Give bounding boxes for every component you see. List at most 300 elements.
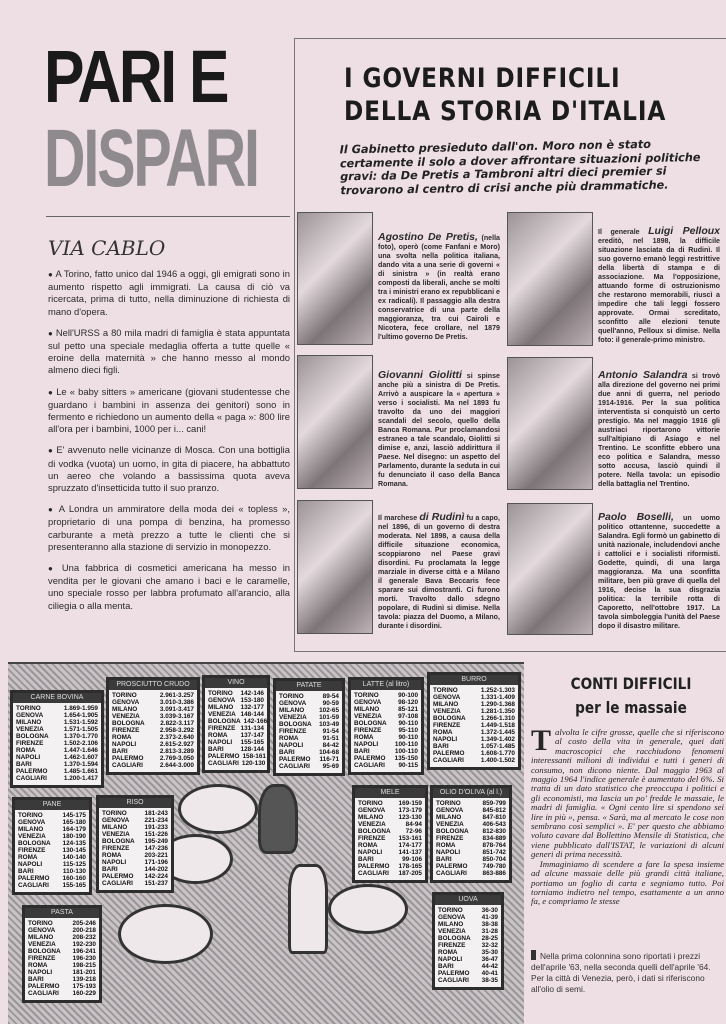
price-table-title: BURRO (430, 675, 518, 685)
price-range: 145-175 (62, 812, 86, 819)
price-table-title: MELE (355, 788, 425, 798)
caption-5 (598, 512, 720, 631)
price-table-title: CARNE BOVINA (13, 693, 101, 703)
price-table-latte-al-litro- (348, 677, 424, 775)
price-table-riso (96, 795, 174, 893)
price-range: 101-59 (319, 713, 339, 721)
price-table-title: RISO (99, 798, 171, 808)
plate-illustration (328, 884, 408, 934)
city-name: GENOVA (102, 816, 130, 824)
city-name: PALERMO (18, 874, 50, 882)
city-name: ROMA (358, 841, 378, 849)
city-name: PALERMO (433, 749, 465, 757)
city-name: FIRENZE (358, 834, 386, 842)
city-name: GENOVA (358, 806, 386, 814)
caption-4 (378, 512, 500, 631)
city-name: TORINO (279, 693, 304, 700)
city-name: CAGLIARI (102, 879, 133, 887)
price-row (354, 763, 418, 770)
price-range: 1.869-1.959 (63, 705, 98, 712)
city-name: GENOVA (208, 696, 236, 704)
price-range: 142-146 (240, 690, 264, 697)
price-range: 181-201 (72, 968, 96, 976)
conti-body (531, 724, 724, 907)
news-bullet-item: ● Nell'URSS a 80 mila madri di famiglia è stata appuntata sul petto una speciale medaglia offerta a tutte quelle « eroine della maternità » che hanno messo al mondo almeno dieci figli. (48, 327, 290, 377)
price-range: 2.961-3.257 (159, 692, 194, 699)
price-range: 2.822-3.117 (160, 719, 194, 727)
city-name: MILANO (16, 718, 42, 726)
city-name: GENOVA (18, 818, 46, 826)
price-range: 98-120 (398, 698, 418, 706)
governi-headline (344, 62, 666, 128)
caption-name: Paolo Boselli, (598, 511, 674, 523)
conti-title-2: per le massaie (575, 698, 687, 717)
price-range: 1.449-1.518 (480, 721, 515, 729)
price-range: 99-106 (402, 855, 422, 863)
city-name: BARI (208, 745, 224, 753)
price-range: 142-166 (243, 717, 268, 725)
price-range: 3.010-3.386 (159, 698, 194, 706)
city-name: NAPOLI (436, 848, 461, 856)
city-name: CAGLIARI (358, 869, 389, 877)
price-range: 173-179 (398, 806, 422, 814)
title-dispari: DISPARI (44, 113, 258, 204)
prices-note: Nella prima colonnina sono riportati i prezzi dell'aprile '63, nella seconda quelli dell'aprile '64. Per la città di Venezia, però, i dati si riferiscono all'olio di semi. (531, 950, 721, 995)
caption-intro: Il generale (598, 228, 649, 236)
price-table-title: UOVA (435, 895, 501, 905)
price-range: 1.531-1.592 (63, 718, 98, 726)
price-range: 2.958-3.292 (159, 726, 194, 734)
price-range: 169-159 (398, 800, 422, 807)
city-name: BARI (18, 867, 34, 875)
city-name: CAGLIARI (208, 759, 239, 767)
plate-illustration (178, 784, 258, 834)
price-table-vino (202, 675, 270, 773)
city-name: NAPOLI (358, 848, 383, 856)
price-range: 116-71 (319, 755, 339, 763)
caption-text: un uomo politico ottantenne, succedette a Salandra. Egli formò un gabinetto di unità nazionale, includendovi anche i cattolici e i socialisti riformisti. Godette, quindi, di una larga maggioranza. Ma una sconfitta militare, ben più grave di quella del 1916, decise la sua disgrazia politica: la terribile rotta di Caporetto, nell'ottobre 1917. La tavola simboleggia l'unità del Paese dopo il disastro militare. (598, 514, 720, 630)
price-range: 1.571-1.505 (63, 725, 98, 733)
price-range: 44-42 (481, 962, 498, 970)
price-range: 2.644-3.000 (159, 761, 194, 769)
photo-pelloux (507, 212, 593, 346)
news-bullet-item: ● Una fabbrica di cosmetici americana ha messo in vendita per le giovani che amano i baci e le caramelle, uno speciale rosso per labbra profumato all'arancio, alla ciliegia o alla menta. (48, 562, 290, 612)
drawing-duomo-milano (297, 500, 373, 634)
price-table-body (15, 810, 89, 892)
price-range: 160-160 (62, 874, 86, 882)
price-range: 2.373-2.640 (159, 733, 194, 741)
city-name: CAGLIARI (28, 989, 59, 997)
price-range: 196-230 (72, 954, 96, 962)
city-name: FIRENZE (18, 846, 46, 854)
city-name: BOLOGNA (358, 827, 391, 835)
price-range: 100-110 (394, 747, 418, 755)
city-name: FIRENZE (28, 954, 56, 962)
price-range: 95-110 (398, 726, 418, 734)
price-range: 203-221 (144, 851, 168, 859)
city-name: ROMA (354, 733, 374, 741)
city-name: TORINO (438, 907, 463, 914)
city-name: PALERMO (208, 752, 240, 760)
city-name: GENOVA (354, 698, 382, 706)
price-range: 198-215 (72, 961, 96, 969)
city-name: BARI (102, 865, 118, 873)
price-range: 1.331-1.409 (480, 693, 515, 701)
milk-bottle-illustration (288, 864, 328, 954)
city-name: VENEZIA (112, 712, 140, 720)
city-name: BOLOGNA (208, 717, 241, 725)
price-range: 3.091-3.417 (159, 705, 194, 713)
city-name: CAGLIARI (18, 881, 49, 889)
price-range: 164-179 (62, 825, 86, 833)
city-name: FIRENZE (433, 721, 461, 729)
city-name: TORINO (112, 692, 137, 699)
conti-paragraph-1: alvolta le cifre grosse, quelle che si riferiscono al costo della vita in generale, quei dati macroscopici che racchiudono fenomeni interessanti milioni di individui e tutti i generi di consumo, non dicono niente. Dal maggio 1963 al maggio 1964 l'indice generale è aumentato del 6%. Si tratta di un dato statistico che preoccupa i politici e gli economisti, ma lascia un po' fredde le massaie, le madri di famiglia. « Ogni cento lire si spendono sei lire in più », pensa. « Sarà, ma al mercato le cose non sembrano così semplici ». E' per questo che abbiamo voluto cavare dal Bollettino Mensile di Statistica, che viene pubblicato dall'ISTAT, le variazioni di alcuni generi di prima necessità. (531, 727, 724, 860)
city-name: FIRENZE (436, 834, 464, 842)
price-table-title: PANE (15, 800, 89, 810)
price-table-mele (352, 785, 428, 883)
city-name: BOLOGNA (354, 719, 387, 727)
price-range: 847-810 (482, 813, 506, 821)
price-range: 36-47 (481, 955, 498, 963)
price-range: 1.608-1.770 (480, 749, 515, 757)
city-name: GENOVA (279, 699, 307, 707)
caption-name: Luigi Pelloux (648, 225, 720, 237)
price-table-carne-bovina (10, 690, 104, 788)
price-table-body (355, 798, 425, 880)
price-table-uova (432, 892, 504, 990)
price-row (112, 763, 194, 770)
price-table-title: OLIO D'OLIVA (al l.) (433, 788, 509, 798)
city-name: BARI (433, 742, 449, 750)
city-name: MILANO (354, 705, 380, 713)
city-name: MILANO (112, 705, 138, 713)
price-row (16, 776, 98, 783)
caption-name: Antonio Salandra (598, 369, 688, 381)
plate-illustration (118, 904, 213, 964)
price-range: 131-134 (240, 724, 264, 732)
price-table-olio-d-oliva-al-l- (430, 785, 512, 883)
city-name: TORINO (433, 687, 458, 694)
city-name: TORINO (28, 920, 53, 927)
city-name: PALERMO (354, 754, 386, 762)
price-table-burro (427, 672, 521, 770)
price-table-patate (273, 678, 345, 776)
price-range: 180-190 (62, 832, 86, 840)
conti-title-1: CONTI DIFFICILI (570, 674, 692, 693)
price-range: 850-704 (482, 855, 506, 863)
price-table-title: PASTA (25, 908, 99, 918)
news-bullet-item: ● A Londra un ammiratore della moda dei « topless », proprietario di una pompa di benzina, ha promesso carburante a metà prezzo a tutte le clienti che si presenteranno alla stazione di servizio in monopezzo. (48, 503, 290, 553)
section-heading: VIA CABLO (48, 236, 166, 260)
city-name: GENOVA (28, 926, 56, 934)
city-name: TORINO (208, 690, 233, 697)
price-range: 140-140 (62, 853, 86, 861)
headline-line-1: I GOVERNI DIFFICILI (344, 63, 621, 94)
drawing-parlamento (297, 355, 373, 489)
city-name: ROMA (208, 731, 228, 739)
city-name: BOLOGNA (28, 947, 61, 955)
city-name: PALERMO (16, 767, 48, 775)
price-range: 155-165 (62, 881, 86, 889)
city-name: NAPOLI (354, 740, 379, 748)
city-name: TORINO (16, 705, 41, 712)
caption-text: fu a capo, nel 1896, di un governo di destra moderata. Nel 1898, a causa della difficile situazione economica, scoppiarono nel Paese gravi disordini. Fu proclamata la legge marziale in diverse città e a Milano il generale Bava Beccaris fece sparare sui dimostranti. Ci furono morti. Travolto dallo sdegno popolare, di Rudinì si dimise. Nella tavola: piazza del Duomo, a Milano, durante i disordini. (378, 514, 500, 630)
price-table-body (430, 685, 518, 767)
city-name: PALERMO (28, 982, 60, 990)
caption-name: Agostino De Pretis, (378, 231, 478, 243)
city-name: BARI (436, 855, 452, 863)
conti-headline (567, 672, 695, 720)
headline-line-2: DELLA STORIA D'ITALIA (344, 96, 667, 127)
city-name: ROMA (18, 853, 38, 861)
price-row (433, 758, 515, 765)
city-name: NAPOLI (112, 740, 137, 748)
city-name: TORINO (102, 810, 127, 817)
price-range: 195-249 (144, 837, 168, 845)
price-range: 153-161 (398, 834, 422, 842)
price-range: 153-180 (240, 696, 264, 704)
price-range: 120-130 (241, 759, 266, 767)
price-range: 31-28 (481, 927, 498, 935)
city-name: GENOVA (112, 698, 140, 706)
city-name: BARI (438, 962, 454, 970)
price-range: 1.447-1.646 (63, 746, 98, 754)
city-name: MILANO (18, 825, 44, 833)
price-range: 90-110 (398, 719, 418, 727)
city-name: VENEZIA (438, 927, 466, 935)
city-name: TORINO (354, 692, 379, 699)
city-name: BOLOGNA (112, 719, 145, 727)
price-range: 178-165 (398, 862, 422, 870)
price-range: 851-742 (482, 848, 506, 856)
conti-paragraph-2: Immaginiamo di scendere a fare la spesa insieme ad alcune massaie delle più grandi città italiane, portiamo un foglio di carta e segniamo tutto. Poi torniamo indietro nel tempo, esattamente a un anno fa, e compriamo le stesse (531, 858, 724, 907)
city-name: VENEZIA (16, 725, 44, 733)
city-name: FIRENZE (208, 724, 236, 732)
caption-text: si spinse anche più a sinistra di De Pretis. Arrivò a auspicare la « apertura » verso i socialisti. Ma nel 1893 fu travolto da uno dei maggiori scandali del secolo, quello della Banca Romana. Pur proclamandosi estraneo a tale scandalo, Giolitti si dimise e, anzi, lasciò addirittura il Paese. Nel disegno: un aspetto del Parlamento, durante la seduta in cui fu denunciato il caso della Banca Romana. (378, 372, 500, 488)
drawing-unita-paese (507, 503, 593, 635)
city-name: BARI (28, 975, 44, 983)
price-table-pasta (22, 905, 102, 1003)
city-name: ROMA (112, 733, 132, 741)
price-range: 1.485-1.661 (63, 767, 98, 775)
price-range: 151-237 (144, 879, 168, 887)
city-name: TORINO (436, 800, 461, 807)
price-row (28, 991, 96, 998)
city-name: VENEZIA (18, 832, 46, 840)
city-name: GENOVA (433, 693, 461, 701)
city-name: FIRENZE (438, 941, 466, 949)
price-range: 128-144 (240, 745, 264, 753)
price-range: 175-193 (72, 982, 96, 990)
price-range: 2.769-3.050 (159, 754, 194, 762)
city-name: FIRENZE (16, 739, 44, 747)
price-row (279, 764, 339, 771)
price-range: 100-110 (394, 740, 418, 748)
price-range: 1.200-1.417 (63, 774, 98, 782)
news-bullet-item: ● Le « baby sitters » americane (giovani studentesse che guardano i bambini in assenza dei genitori) sono in fermento e richiedono un aumento della « paga »: 800 lire all'ora per i bambini, 1000 per i... cani! (48, 386, 290, 436)
price-table-prosciutto-crudo (106, 677, 200, 775)
news-bullet-item: ● E' avvenuto nelle vicinanze di Mosca. Con una bottiglia di vodka (vuota) un uomo, in gita di piacere, ha abbattuto un aereo che volando a bassissima quota aveva spruzzato d'insetticida tutto il suo pranzo. (48, 444, 290, 494)
price-range: 28-25 (481, 934, 498, 942)
city-name: BOLOGNA (16, 732, 49, 740)
city-name: PALERMO (436, 862, 468, 870)
price-table-body (109, 690, 197, 772)
city-name: TORINO (18, 812, 43, 819)
caption-text: ereditò, nel 1898, la difficile situazione lasciata da di Rudinì. Il suo governo emanò leggi restrittive della libertà di stampa e di associazione. Ma l'opposizione, attuando forme di ostruzionismo che restarono memorabili, riuscì a impedire che tali leggi fossero approvate. Ormai screditato, sconfitto alle elezioni tenute quell'anno, Pelloux si dimise. Nella foto: il generale-primo ministro. (598, 237, 720, 344)
city-name: PALERMO (358, 862, 390, 870)
price-table-title: LATTE (al litro) (351, 680, 421, 690)
price-range: 1.400-1.502 (480, 756, 515, 764)
price-range: 834-889 (482, 834, 506, 842)
price-range: 115-125 (62, 860, 86, 868)
price-range: 812-830 (482, 827, 506, 835)
price-range: 863-886 (482, 869, 506, 877)
price-range: 200-218 (72, 926, 96, 934)
price-range: 135-150 (394, 754, 418, 762)
price-range: 41-39 (481, 913, 498, 921)
city-name: MILANO (358, 813, 384, 821)
price-range: 32-32 (481, 941, 498, 949)
divider (46, 216, 290, 217)
price-range: 91-54 (322, 727, 339, 735)
governi-deck: Il Gabinetto presieduto dall'on. Moro non è stato certamente il solo a dover affrontare situazioni politiche gravi: da De Pretis a Tambroni altri dieci premier si trovarono al centro di crisi anche più drammatiche. (339, 137, 701, 197)
city-name: CAGLIARI (433, 756, 464, 764)
price-range: 148-144 (240, 710, 264, 718)
city-name: MILANO (208, 703, 234, 711)
city-name: BARI (358, 855, 374, 863)
city-name: GENOVA (436, 806, 464, 814)
city-name: NAPOLI (28, 968, 53, 976)
price-range: 1.349-1.402 (480, 735, 515, 743)
city-name: NAPOLI (433, 735, 458, 743)
price-range: 859-799 (482, 800, 506, 807)
city-name: BOLOGNA (279, 720, 312, 728)
drop-cap: T (531, 724, 552, 757)
price-table-body (435, 905, 501, 987)
caption-name: Giovanni Giolitti (378, 369, 462, 381)
city-name: PALERMO (102, 872, 134, 880)
price-range: 181-243 (144, 810, 168, 817)
price-range: 102-65 (319, 706, 339, 714)
city-name: NAPOLI (279, 741, 304, 749)
price-range: 165-180 (62, 818, 86, 826)
price-range: 845-812 (482, 806, 506, 814)
price-range: 155-165 (240, 738, 264, 746)
city-name: BARI (16, 760, 32, 768)
city-name: VENEZIA (279, 713, 307, 721)
news-bullets (48, 268, 290, 621)
city-name: ROMA (102, 851, 122, 859)
price-table-body (205, 688, 267, 770)
price-range: 1.370-1.594 (63, 760, 98, 768)
price-range: 85-121 (398, 705, 418, 713)
price-range: 192-230 (72, 940, 96, 948)
caption-text: si trovò alla direzione del governo nei primi due anni di guerra, nel periodo 1914-1916. Per la sua politica interventista si conquistò un certo prestigio. Ma nel maggio 1916 gli austriaci riportarono vittorie sull'altipiano di Asiago e nel Trentino. Le sconfitte ebbero una eco politica e Salandra, messo sotto accusa, lasciò quindi il potere. Nella tavola: un episodio della battaglia nel Trentino. (598, 372, 720, 488)
price-range: 90-100 (398, 692, 418, 699)
city-name: PALERMO (112, 754, 144, 762)
price-range: 2.813-3.289 (159, 747, 194, 755)
city-name: GENOVA (16, 711, 44, 719)
city-name: MILANO (28, 933, 54, 941)
price-range: 130-145 (62, 846, 86, 854)
city-name: FIRENZE (112, 726, 140, 734)
price-table-title: VINO (205, 678, 267, 688)
city-name: BARI (279, 748, 295, 756)
price-range: 171-196 (144, 858, 168, 866)
price-range: 1.252-1.303 (480, 687, 515, 694)
city-name: CAGLIARI (112, 761, 143, 769)
price-range: 158-161 (242, 752, 266, 760)
price-table-body (276, 691, 342, 773)
price-range: 2.615-2.927 (159, 740, 194, 748)
price-range: 160-229 (72, 989, 96, 997)
price-range: 38-38 (481, 920, 498, 928)
price-range: 406-543 (482, 820, 506, 828)
city-name: MILANO (102, 823, 128, 831)
city-name: ROMA (436, 841, 456, 849)
price-range: 1.462-1.607 (63, 753, 98, 761)
city-name: NAPOLI (208, 738, 233, 746)
caption-intro: Il marchese (378, 514, 420, 522)
caption-2 (378, 370, 500, 489)
price-range: 36-30 (481, 907, 498, 914)
city-name: VENEZIA (354, 712, 382, 720)
city-name: ROMA (16, 746, 36, 754)
price-range: 1.290-1.368 (480, 700, 515, 708)
price-range: 137-147 (240, 731, 264, 739)
price-range: 151-226 (144, 830, 168, 838)
price-range: 89-54 (322, 693, 339, 700)
price-table-body (25, 918, 99, 1000)
city-name: MILANO (438, 920, 464, 928)
city-name: GENOVA (438, 913, 466, 921)
city-name: BOLOGNA (102, 837, 135, 845)
caption-3 (598, 370, 720, 489)
city-name: ROMA (438, 948, 458, 956)
price-row (18, 883, 86, 890)
city-name: BOLOGNA (436, 827, 469, 835)
caption-0 (378, 232, 500, 342)
city-name: BOLOGNA (18, 839, 51, 847)
caption-text: (nella foto), operò (come Fanfani e Moro) una svolta nella politica italiana, dando vita a una serie di governi « di sinistra » (in realtà erano composti da liberali, anche se molti tra i ministri erano ex repubblicani e ex radicali). Il passaggio alla destra conservatrice di una parte della maggioranza, tra cui Cairoli e Nicotera, fece crollare, nel 1879 l'ultimo governo De Pretis. (378, 234, 500, 341)
price-range: 40-41 (481, 969, 498, 977)
city-name: TORINO (358, 800, 383, 807)
wine-bottle-illustration (258, 784, 298, 854)
price-range: 35-30 (481, 948, 498, 956)
price-table-body (99, 808, 171, 890)
price-range: 196-241 (72, 947, 96, 955)
city-name: CAGLIARI (16, 774, 47, 782)
price-range: 90-115 (398, 761, 418, 769)
price-range: 84-42 (322, 741, 339, 749)
price-range: 141-137 (398, 848, 422, 856)
caption-1 (598, 226, 720, 345)
city-name: CAGLIARI (354, 761, 385, 769)
city-name: VENEZIA (433, 707, 461, 715)
city-name: VENEZIA (436, 820, 464, 828)
price-range: 104-68 (319, 748, 339, 756)
title-pari-e: PARI E (44, 35, 228, 118)
price-range: 72-96 (405, 827, 422, 835)
city-name: PALERMO (279, 755, 311, 763)
city-name: VENEZIA (102, 830, 130, 838)
price-range: 1.281-1.350 (480, 707, 515, 715)
price-range: 91-51 (322, 734, 339, 742)
city-name: NAPOLI (102, 858, 127, 866)
city-name: NAPOLI (16, 753, 41, 761)
price-range: 90-110 (398, 733, 418, 741)
